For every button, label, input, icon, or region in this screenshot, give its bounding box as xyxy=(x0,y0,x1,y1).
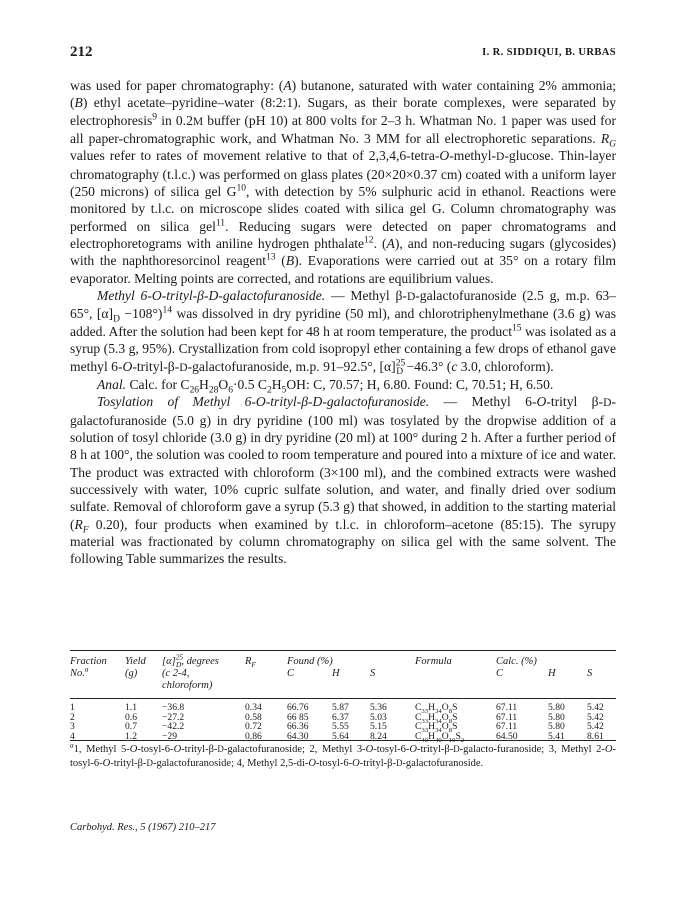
col-header-rf: $R_F$ xyxy=(245,656,256,670)
col-header-found: Found (%) xyxy=(287,656,333,667)
calc-h-cell: 5.80 xyxy=(548,721,565,732)
section-title: Tosylation of Methyl 6-O-trityl-β-D-galactofuranoside. xyxy=(97,394,430,410)
found-s-cell: 5.36 xyxy=(370,702,387,713)
calc-c-cell: 67.11 xyxy=(496,721,518,732)
found-c-cell: 66 85 xyxy=(287,711,309,723)
col-header-found-s: S xyxy=(370,668,376,679)
paragraph-analysis: Anal. Calc. for $C_{26}H_{28}O_6\cdot 0.5$ $C_2H_5OH$: C, 70.57; H, 6.80. Found: C, 70.51; H, 6.50. xyxy=(97,376,554,396)
found-c-cell: 66.36 xyxy=(287,721,309,732)
rotation-cell: −42.2 xyxy=(162,721,185,732)
found-h-cell: 6.37 xyxy=(332,711,349,723)
found-c-cell: 66.76 xyxy=(287,702,309,713)
formula-cell: $C_{33}H_{34}O_8S$ xyxy=(415,702,458,715)
paragraph-tosylation: Tosylation of Methyl 6-O-trityl-β-D-galactofuranoside. — Methyl 6-O-trityl β-D-galactofuranoside (5.0 g) in dry pyridine (100 ml) was tosylated by the dropwise addition of a solution of tosyl chloride (3.0 g) in dry pyridine (20 ml) at 100° during 2 h. After a further period of 8 h at 100°, the solution was cooled to room temperature and poured into a mixture of ice and water. The product was extracted with chloroform (3×100 ml), and the combined extracts were washed successively with water, 10% cupric sulfate solution, and water, and finally dried over sodium sulfate. Removal of chloroform gave a syrup (5.3 g) that showed, in addition to the starting material ($R_F$ 0.20), four products when examined by t.l.c. in chloroform–acetone (85:15). The syrupy material was fractionated by column chromatography on silica gel with the same solvent. The following Table summarizes the results. xyxy=(70,394,616,567)
calc-c-cell: 64.50 xyxy=(496,730,518,742)
col-header-calc: Calc. (%) xyxy=(496,656,537,667)
formula-cell: $C_{33}H_{34}O_8S$ xyxy=(415,721,458,734)
rf-cell: 0.72 xyxy=(245,721,262,732)
found-h-cell: 5.64 xyxy=(332,730,349,742)
yield-cell: 0.7 xyxy=(125,721,137,732)
calc-s-cell: 5.42 xyxy=(587,711,604,723)
running-head: I. R. SIDDIQUI, B. URBAS xyxy=(482,47,616,58)
table-bottom-rule xyxy=(70,740,616,741)
calc-c-cell: 67.11 xyxy=(496,702,518,713)
found-c-cell: 64.30 xyxy=(287,730,309,742)
results-table xyxy=(70,650,616,742)
fraction-cell: 2 xyxy=(70,711,75,723)
formula-cell: $C_{40}H_{40}O_{10}S_2$ xyxy=(415,730,465,744)
calc-h-cell: 5.80 xyxy=(548,711,565,723)
section-title: Methyl 6-O-trityl-β-D-galactofuranoside. xyxy=(97,288,326,304)
col-header-calc-h: H xyxy=(548,668,556,679)
found-s-cell: 5.15 xyxy=(370,721,387,732)
col-header-found-h: H xyxy=(332,668,340,679)
calc-h-cell: 5.41 xyxy=(548,730,565,742)
journal-citation: Carbohyd. Res., 5 (1967) 210–217 xyxy=(70,822,216,833)
col-header-fraction: Fraction No.$^a$ xyxy=(70,656,107,679)
rotation-cell: −29 xyxy=(162,730,178,742)
rotation-cell: −36.8 xyxy=(162,702,185,713)
table-header-rule xyxy=(70,698,616,699)
col-header-rotation: $[\alpha]^{25}_D$, degrees (c 2-4, chloroform) xyxy=(162,652,219,691)
found-s-cell: 5.03 xyxy=(370,711,387,723)
rf-cell: 0.58 xyxy=(245,711,262,723)
fraction-cell: 4 xyxy=(70,730,75,742)
table-footnote: $^a$1, Methyl 5-O-tosyl-6-O-trityl-β-D-galactofuranoside; 2, Methyl 3-O-tosyl-6-O-trityl-β-D-galacto-furanoside; 3, Methyl 2-O-tosyl-6-O-trityl-β-D-galactofuranoside; 4, Methyl 2,5-di-O-tosyl-6-O-trityl-β-D-galactofuranoside. xyxy=(70,740,617,769)
yield-cell: 0.6 xyxy=(125,711,137,723)
calc-s-cell: 5.42 xyxy=(587,721,604,732)
calc-s-cell: 8.61 xyxy=(587,730,604,742)
page-number: 212 xyxy=(70,44,93,60)
rf-cell: 0.34 xyxy=(245,702,262,713)
rf-cell: 0.86 xyxy=(245,730,262,742)
yield-cell: 1.2 xyxy=(125,730,137,742)
paragraph-methods: was used for paper chromatography: (A) butanone, saturated with water containing 2% ammonia; (B) ethyl acetate–pyridine–water (8:2:1). Sugars, as their borate complexes, were separated by electrophoresis$^9$ in 0.2M buffer (pH 10) at 800 volts for 2–3 h. Whatman No. 1 paper was used for all paper-chromatographic work, and Whatman No. 3 MM for all electrophoretic separations. $R_G$ values refer to rates of movement relative to that of 2,3,4,6-tetra-O-methyl-D-glucose. Thin-layer chromatography (t.l.c.) was performed on glass plates (20×20×0.37 cm) coated with a uniform layer (250 microns) of silica gel $G^{10}$, with detection by 5% sulphuric acid in ethanol. Reactions were monitored by t.l.c. on microscope slides coated with silica gel G. Column chromatography was performed on silica gel$^{11}$. Reducing sugars were detected on paper chromatograms and electrophoretograms with aniline hydrogen phthalate$^{12}$. (A), and non-reducing sugars (glycosides) with the naphthoresorcinol reagent$^{13}$ (B). Evaporations were carried out at 35° on a rotary film evaporator. Melting points are corrected, and rotations are equilibrium values. xyxy=(70,78,617,286)
formula-cell: $C_{33}H_{34}O_8S$ xyxy=(415,711,458,725)
found-h-cell: 5.55 xyxy=(332,721,349,732)
col-header-yield: Yield (g) xyxy=(125,656,146,679)
fraction-cell: 3 xyxy=(70,721,75,732)
found-h-cell: 5.87 xyxy=(332,702,349,713)
calc-c-cell: 67.11 xyxy=(496,711,518,723)
calc-s-cell: 5.42 xyxy=(587,702,604,713)
col-header-found-c: C xyxy=(287,668,295,679)
page-header xyxy=(70,44,616,64)
found-s-cell: 8.24 xyxy=(370,730,387,742)
paragraph-trityl: Methyl 6-O-trityl-β-D-galactofuranoside. — Methyl β-D-galactofuranoside (2.5 g, m.p. 63–65°, $[\alpha]_D -108^\circ)^{14}$ was dissolved in dry pyridine (50 ml), and chlorotriphenylmethane (3.6 g) was added. After the solution had been kept for 48 h at room temperature, the product$^{15}$ was isolated as a syrup (5.3 g, 95%). Crystallization from cold isopropyl ether containing a few drops of ethanol gave methyl 6-O-trityl-β-D-galactofuranoside, m.p. 91–92.5°, $[\alpha]^{25}_D -46.3^\circ$ (c 3.0, chloroform). xyxy=(70,288,616,378)
fraction-cell: 1 xyxy=(70,702,75,713)
col-header-calc-c: C xyxy=(496,668,504,679)
calc-h-cell: 5.80 xyxy=(548,702,565,713)
col-header-calc-s: S xyxy=(587,668,593,679)
col-header-formula: Formula xyxy=(415,656,452,667)
rotation-cell: −27.2 xyxy=(162,711,185,723)
yield-cell: 1.1 xyxy=(125,702,137,713)
table-top-rule xyxy=(70,650,616,651)
body-text xyxy=(70,77,616,568)
